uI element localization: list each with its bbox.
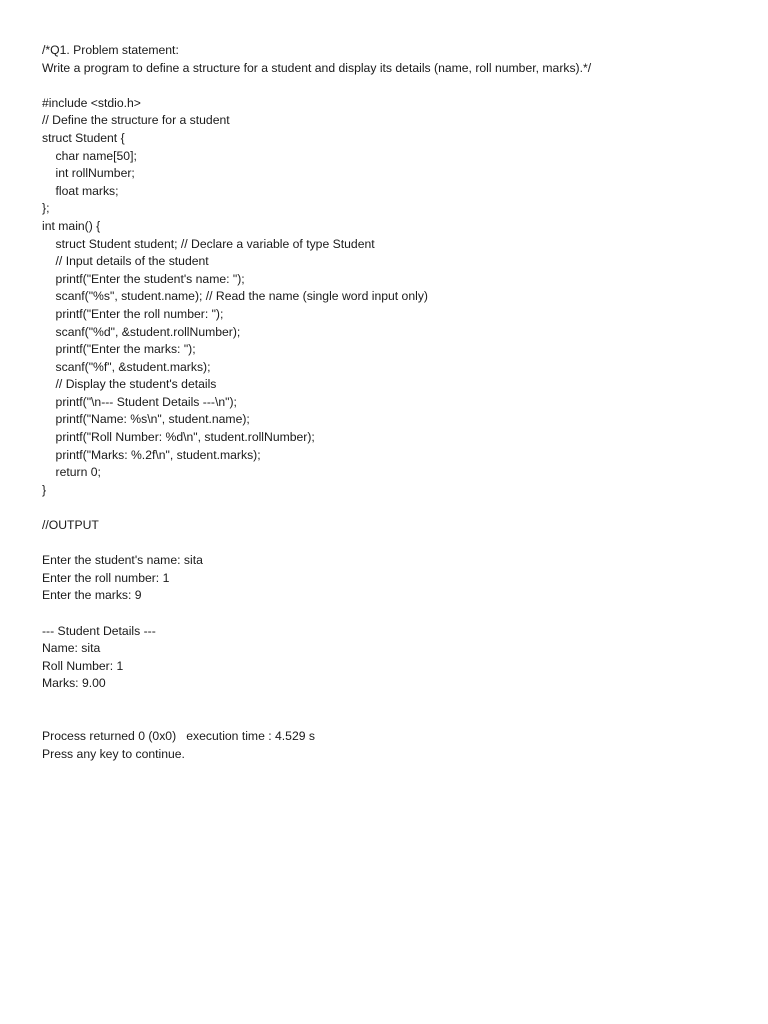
code-line: }; [42,201,50,216]
code-line: struct Student { [42,130,125,145]
problem-statement: Write a program to define a structure for a student and display its details (name, roll number, marks).*/ [42,60,592,75]
output-line: Enter the roll number: 1 [42,570,170,585]
blank-line [42,535,748,553]
code-line: scanf("%f", &student.marks); [42,359,211,374]
code-line: char name[50]; [42,148,137,163]
output-line: Name: sita [42,641,101,656]
output-heading: //OUTPUT [42,518,99,533]
comment-line: /*Q1. Problem statement: [42,43,179,57]
continue-prompt: Press any key to continue. [42,746,185,761]
process-status: Process returned 0 (0x0) execution time : 4.529 s [42,729,315,744]
code-line: scanf("%s", student.name); // Read the name (single word input only) [42,289,428,304]
blank-line [42,605,748,623]
blank-line [42,77,748,95]
code-line: printf("Enter the student's name: "); [42,271,245,286]
code-line: printf("Roll Number: %d\n", student.rollNumber); [42,430,315,445]
code-line: // Define the structure for a student [42,113,230,128]
code-line: #include <stdio.h> [42,95,141,110]
output-line: Enter the student's name: sita [42,553,203,568]
code-line: printf("\n--- Student Details ---\n"); [42,394,237,409]
code-line: struct Student student; // Declare a variable of type Student [42,236,375,251]
code-line: int main() { [42,218,101,233]
code-line: } [42,482,47,497]
code-line: scanf("%d", &student.rollNumber); [42,324,241,339]
output-line: Marks: 9.00 [42,676,106,691]
code-line: printf("Name: %s\n", student.name); [42,412,250,427]
blank-line [42,693,748,711]
document-body [42,42,748,763]
code-line: printf("Marks: %.2f\n", student.marks); [42,447,261,462]
code-line: // Input details of the student [42,254,209,269]
code-line: int rollNumber; [42,166,135,181]
output-line: --- Student Details --- [42,623,156,638]
output-line: Roll Number: 1 [42,658,124,673]
code-line: printf("Enter the roll number: "); [42,306,224,321]
code-line: return 0; [42,465,101,480]
code-line: printf("Enter the marks: "); [42,342,196,357]
code-line: float marks; [42,183,119,198]
blank-line [42,711,748,729]
code-line: // Display the student's details [42,377,217,392]
output-line: Enter the marks: 9 [42,588,142,603]
blank-line [42,499,748,517]
